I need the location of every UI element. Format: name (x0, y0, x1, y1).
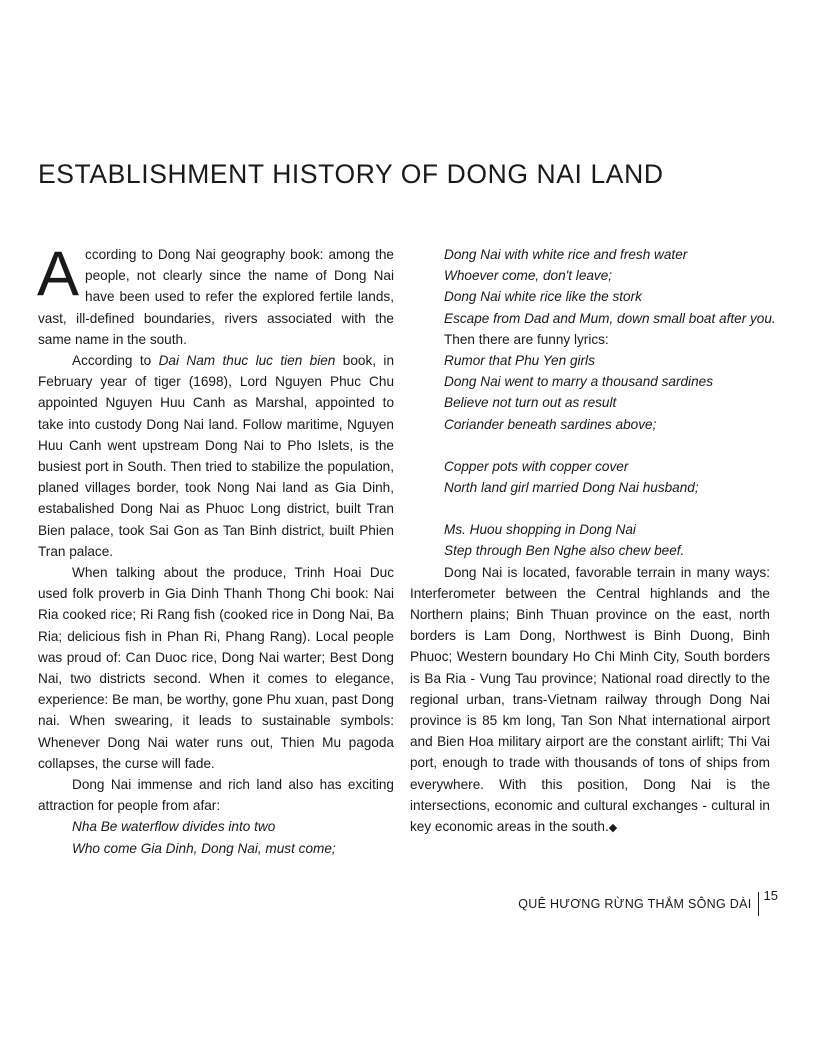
location-text: Dong Nai is located, favorable terrain in many ways: Interferometer between the Central highlands and the Northern plains; Binh Thuan province on the east, north borders is Lam Dong, Northwest is Binh Duong, Binh Phuoc; Western boundary Ho Chi Minh City, South borders is Ba Ria - Vung Tau province; National road directly to the regional urban, trans-Vietnam railway through Dong Nai province is 85 km long, Tan Son Nhat international airport and Bien Hoa military airport are the constant airlift; Thi Vai port, enough to trade with thousands of tons of ships from everywhere. With this position, Dong Nai is the intersections, economic and cultural exchanges - cultural in key economic areas in the south. (410, 564, 770, 835)
intro-text: ccording to Dong Nai geography book: among the people, not clearly since the name of Dong Nai have been used to refer the explored fertile lands, vast, ill-defined boundaries, rivers associated with the same name in the south. (38, 247, 394, 347)
end-diamond-icon: ◆ (608, 822, 618, 835)
verse-line: Copper pots with copper cover (444, 458, 629, 474)
verse-line: Escape from Dad and Mum, down small boat after you. (444, 310, 776, 326)
history-text-end: book, in February year of tiger (1698), Lord Nguyen Phuc Chu appointed Nguyen Huu Canh as Marshal, appointed to take into custody Dong Nai land. Follow maritime, Nguyen Huu Canh went upstream Dong Nai to Pho Islets, is the busiest port in South. Then tried to stabilize the population, planed villages border, took Nong Nai land as Gia Dinh, estabalished Dong Nai as Phuoc Long district, built Tran Bien palace, took Sai Gon as Tan Binh district, built Phien Tran palace. (38, 353, 395, 559)
right-column (410, 244, 776, 839)
page-number: 15 (763, 888, 778, 903)
verse-line: Whoever come, don't leave; (444, 268, 613, 284)
verse-line: Dong Nai with white rice and fresh water (444, 247, 688, 262)
verse-line: North land girl married Dong Nai husband; (444, 480, 699, 496)
verse-line: Nha Be waterflow divides into two (72, 819, 276, 835)
verse-line: Dong Nai went to marry a thousand sardines (444, 374, 713, 390)
history-paragraph (38, 350, 394, 562)
intro-paragraph (37, 239, 394, 350)
footer-divider (758, 892, 759, 916)
attraction-paragraph: Dong Nai immense and rich land also has exciting attraction for people from afar: (38, 777, 394, 814)
page-footer (518, 888, 778, 916)
history-text-start: According to (72, 353, 159, 369)
produce-paragraph: When talking about the produce, Trinh Hoai Duc used folk proverb in Gia Dinh Thanh Thong Chi book: Nai Ria cooked rice; Ri Rang fish (cooked rice in Dong Nai, Ba Ria; delicious fish in Phan Ri, Phang Rang). Local people was proud of: Can Duoc rice, Dong Nai warter; Best Dong Nai, two districts second. When it comes to elegance, experience: Be man, be worthy, gone Phu xuan, past Dong nai. When swearing, it leads to sustainable symbols: Whenever Dong Nai water runs out, Thien Mu pagoda collapses, the curse will fade. (38, 565, 394, 771)
running-footer-title: QUÊ HƯƠNG RỪNG THẮM SÔNG DÀI (518, 897, 752, 911)
verse-line: Believe not turn out as result (444, 395, 617, 411)
stanza-gap (410, 498, 770, 519)
book-title-italic: Dai Nam thuc luc tien bien (158, 353, 336, 369)
page-title: ESTABLISHMENT HISTORY OF DONG NAI LAND (38, 159, 664, 189)
location-paragraph (410, 562, 770, 840)
verse-line: Coriander beneath sardines above; (444, 416, 657, 432)
verse-line: Step through Ben Nghe also chew beef. (444, 543, 685, 559)
verse-line: Rumor that Phu Yen girls (444, 353, 595, 369)
verse-line: Who come Gia Dinh, Dong Nai, must come; (72, 840, 336, 856)
verse-line: Dong Nai white rice like the stork (444, 289, 642, 305)
drop-cap: A (37, 239, 80, 309)
left-column (37, 239, 395, 859)
lyrics-intro: Then there are funny lyrics: (444, 331, 609, 347)
stanza-gap (410, 435, 770, 456)
verse-line: Ms. Huou shopping in Dong Nai (444, 522, 636, 538)
